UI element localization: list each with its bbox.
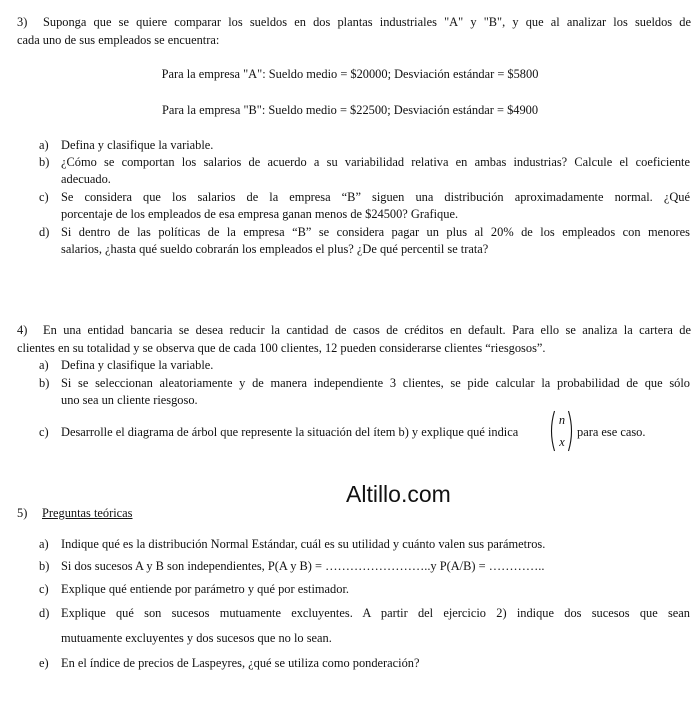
q5-e-text: En el índice de precios de Laspeyres, ¿qué se utiliza como ponderación?	[61, 656, 420, 670]
q3-intro-line1: Suponga que se quiere comparar los sueldos en dos plantas industriales "A" y "B", y que al analizar los sueldos de	[43, 15, 691, 29]
q5-c-label: c)	[39, 582, 49, 596]
q4-c-text-before: Desarrolle el diagrama de árbol que represente la situación del ítem b) y explique qué indica	[61, 425, 519, 439]
q3-d-line1: Si dentro de las políticas de la empresa “B” se considera pagar un plus al 20% de los empleados con menores	[61, 225, 690, 239]
q5-d-label: d)	[39, 606, 50, 620]
q3-b-line1: ¿Cómo se comportan los salarios de acuerdo a su variabilidad relativa en ambas industrias? Calcule el coeficiente	[61, 155, 690, 169]
q3-d-label: d)	[39, 225, 50, 239]
right-paren-icon	[567, 410, 575, 452]
q4-b-line1: Si se seleccionan aleatoriamente y de manera independiente 3 clientes, se pide calcular la probabilidad de que sólo	[61, 376, 690, 390]
q5-a-text: Indique qué es la distribución Normal Estándar, cuál es su utilidad y cuánto valen sus parámetros.	[61, 537, 546, 551]
q3-a-text: Defina y clasifique la variable.	[61, 138, 214, 152]
q5-c-text: Explique qué entiende por parámetro y qué por estimador.	[61, 582, 349, 596]
q5-b-text: Si dos sucesos A y B son independientes, P(A y B) = ……………………..y P(A/B) = …………..	[61, 559, 545, 573]
binomial-bottom: x	[559, 435, 565, 449]
q4-b-line2: uno sea un cliente riesgoso.	[61, 393, 198, 407]
q5-title: Preguntas teóricas	[42, 506, 133, 520]
q5-number: 5)	[17, 506, 28, 520]
q3-company-a: Para la empresa "A": Sueldo medio = $20000; Desviación estándar = $5800	[161, 67, 539, 81]
q3-c-label: c)	[39, 190, 49, 204]
q4-a-label: a)	[39, 358, 49, 372]
q3-c-line1: Se considera que los salarios de la empresa “B” siguen una distribución aproximadamente normal. ¿Qué	[61, 190, 690, 204]
q4-a-text: Defina y clasifique la variable.	[61, 358, 214, 372]
q4-intro-line2: clientes en su totalidad y se observa que de cada 100 clientes, 12 pueden considerarse clientes “riesgosos”.	[17, 341, 546, 355]
q4-b-label: b)	[39, 376, 50, 390]
q3-c-line2: porcentaje de los empleados de esa empresa ganan menos de $24500? Grafique.	[61, 207, 459, 221]
left-paren-icon	[548, 410, 556, 452]
binomial-top: n	[558, 413, 566, 427]
q4-number: 4)	[17, 323, 28, 337]
q3-intro-line2: cada uno de sus empleados se encuentra:	[17, 33, 220, 47]
q5-b-label: b)	[39, 559, 50, 573]
q4-intro-line1: En una entidad bancaria se desea reducir la cantidad de casos de créditos en default. Para ello se analiza la cartera de	[43, 323, 691, 337]
q3-d-line2: salarios, ¿hasta qué sueldo cobrarán los empleados el plus? ¿De qué percentil se trata?	[61, 242, 489, 256]
q3-b-label: b)	[39, 155, 50, 169]
q5-a-label: a)	[39, 537, 49, 551]
watermark-text: Altillo.com	[346, 481, 451, 507]
q5-d-line2: mutuamente excluyentes y dos sucesos que no lo sean.	[61, 631, 332, 645]
q3-company-b: Para la empresa "B": Sueldo medio = $22500; Desviación estándar = $4900	[161, 103, 539, 117]
q4-c-text-after: para ese caso.	[577, 425, 646, 439]
q5-e-label: e)	[39, 656, 49, 670]
q3-number: 3)	[17, 15, 28, 29]
q3-a-label: a)	[39, 138, 49, 152]
q3-b-line2: adecuado.	[61, 172, 111, 186]
q4-c-label: c)	[39, 425, 49, 439]
binomial-coefficient	[548, 410, 574, 452]
q5-d-line1: Explique qué son sucesos mutuamente excluyentes. A partir del ejercicio 2) indique dos sucesos que sean	[61, 606, 690, 620]
